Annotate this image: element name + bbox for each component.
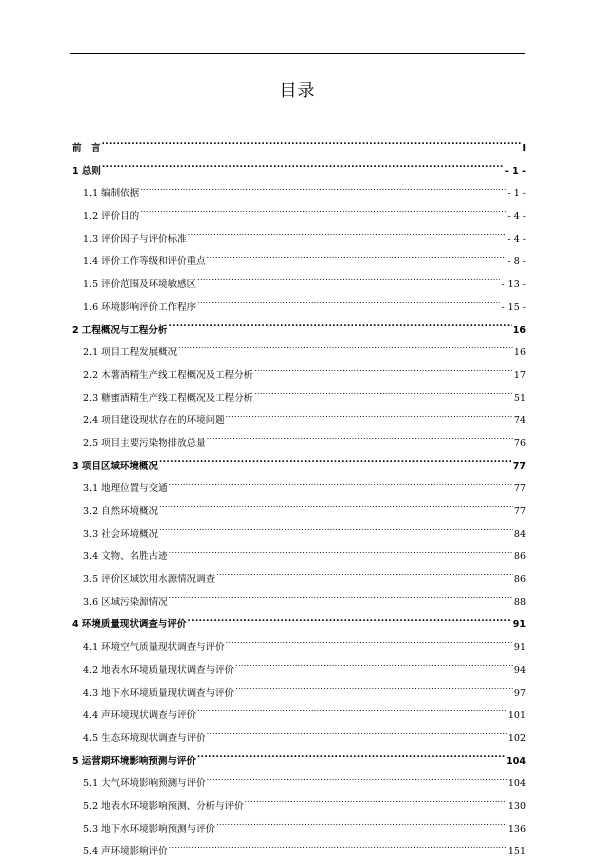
toc-page-number: - 4 - bbox=[507, 211, 526, 223]
toc-entry-label: 前 言 bbox=[72, 143, 101, 154]
toc-section-entry[interactable] bbox=[70, 819, 526, 842]
toc-dot-leader bbox=[197, 709, 507, 719]
toc-dot-leader bbox=[169, 482, 513, 492]
toc-page-number: 91 bbox=[513, 642, 526, 654]
toc-page-number: - 1 - bbox=[504, 165, 526, 177]
toc-entry-label: 3.5 评价区域饮用水源情况调查 bbox=[83, 574, 216, 586]
toc-section-entry[interactable] bbox=[70, 274, 526, 297]
toc-section-entry[interactable] bbox=[70, 524, 526, 547]
toc-page-number: 77 bbox=[513, 483, 526, 495]
toc-entry-label: 3.6 区域污染源情况 bbox=[83, 596, 168, 608]
toc-section-entry[interactable] bbox=[70, 251, 526, 274]
toc-page-number: 104 bbox=[507, 778, 526, 790]
toc-entry-label: 4.3 地下水环境质量现状调查与评价 bbox=[83, 687, 235, 699]
toc-dot-leader bbox=[159, 505, 513, 515]
toc-page-number: - 4 - bbox=[507, 233, 526, 245]
toc-section-entry[interactable] bbox=[70, 410, 526, 433]
toc-section-entry[interactable] bbox=[70, 773, 526, 796]
table-of-contents bbox=[70, 138, 526, 864]
toc-entry-label: 5.1 大气环境影响预测与评价 bbox=[83, 778, 206, 790]
toc-chapter-entry[interactable] bbox=[70, 138, 526, 161]
toc-entry-label: 4.5 生态环境现状调查与评价 bbox=[83, 732, 206, 744]
toc-entry-label: 1 总则 bbox=[72, 165, 101, 177]
toc-entry-label: 2.1 项目工程发展概况 bbox=[83, 347, 178, 359]
toc-dot-leader bbox=[207, 777, 507, 787]
toc-section-entry[interactable] bbox=[70, 297, 526, 320]
toc-page-number: 77 bbox=[512, 460, 526, 472]
toc-chapter-entry[interactable] bbox=[70, 751, 526, 774]
toc-page-number: 51 bbox=[513, 392, 526, 404]
toc-page-number: 88 bbox=[513, 596, 526, 608]
toc-dot-leader bbox=[207, 731, 507, 741]
toc-entry-label: 1.6 环境影响评价工作程序 bbox=[83, 301, 197, 313]
toc-section-entry[interactable] bbox=[70, 206, 526, 229]
toc-dot-leader bbox=[216, 573, 513, 583]
toc-section-entry[interactable] bbox=[70, 229, 526, 252]
toc-section-entry[interactable] bbox=[70, 433, 526, 456]
toc-page-number: 16 bbox=[513, 347, 526, 359]
toc-dot-leader bbox=[197, 278, 500, 288]
toc-section-entry[interactable] bbox=[70, 728, 526, 751]
toc-entry-label: 1.1 编制依据 bbox=[83, 188, 140, 200]
toc-page-number: 94 bbox=[513, 664, 526, 676]
toc-page-number: 16 bbox=[512, 324, 526, 336]
toc-dot-leader bbox=[169, 595, 513, 605]
toc-page-number: 97 bbox=[513, 687, 526, 699]
toc-dot-leader bbox=[235, 663, 513, 673]
toc-page-number: - 1 - bbox=[507, 188, 526, 200]
toc-section-entry[interactable] bbox=[70, 592, 526, 615]
toc-page-number: 84 bbox=[513, 528, 526, 540]
toc-entry-label: 4.4 声环境现状调查与评价 bbox=[83, 710, 197, 722]
toc-page-number: - 15 - bbox=[501, 301, 526, 313]
toc-dot-leader bbox=[169, 550, 513, 560]
toc-page-number: 77 bbox=[513, 506, 526, 517]
toc-entry-label: 4 环境质量现状调查与评价 bbox=[72, 619, 187, 631]
toc-section-entry[interactable] bbox=[70, 569, 526, 592]
toc-dot-leader bbox=[207, 436, 513, 446]
toc-section-entry[interactable] bbox=[70, 342, 526, 365]
toc-entry-label: 2.2 木薯酒精生产线工程概况及工程分析 bbox=[83, 369, 254, 381]
toc-dot-leader bbox=[168, 323, 511, 333]
toc-dot-leader bbox=[254, 368, 513, 378]
toc-page-number: I bbox=[522, 143, 526, 154]
toc-entry-label: 5.4 声环境影响评价 bbox=[83, 846, 168, 858]
toc-dot-leader bbox=[140, 210, 506, 220]
toc-dot-leader bbox=[216, 822, 507, 832]
toc-dot-leader bbox=[159, 459, 512, 469]
toc-entry-label: 1.3 评价因子与评价标准 bbox=[83, 233, 187, 245]
toc-entry-label: 2.4 项目建设现状存在的环境问题 bbox=[83, 415, 225, 427]
toc-chapter-entry[interactable] bbox=[70, 320, 526, 343]
toc-section-entry[interactable] bbox=[70, 796, 526, 819]
toc-dot-leader bbox=[187, 618, 511, 628]
toc-page-number: 86 bbox=[513, 551, 526, 563]
toc-entry-label: 3.1 地理位置与交通 bbox=[83, 483, 168, 495]
toc-dot-leader bbox=[102, 164, 504, 174]
toc-page-number: 104 bbox=[506, 755, 526, 767]
toc-entry-label: 5.2 地表水环境影响预测、分析与评价 bbox=[83, 800, 244, 812]
toc-entry-label: 3 项目区域环境概况 bbox=[72, 460, 158, 472]
toc-dot-leader bbox=[197, 754, 505, 764]
toc-dot-leader bbox=[159, 527, 513, 537]
toc-chapter-entry[interactable] bbox=[70, 456, 526, 479]
toc-page-number: 151 bbox=[507, 846, 526, 858]
toc-dot-leader bbox=[197, 300, 500, 310]
toc-dot-leader bbox=[169, 845, 507, 855]
toc-page-number: 76 bbox=[513, 437, 526, 449]
toc-entry-label: 5 运营期环境影响预测与评价 bbox=[72, 755, 196, 767]
toc-dot-leader bbox=[140, 187, 506, 197]
toc-dot-leader bbox=[226, 414, 513, 424]
toc-entry-label: 1.2 评价目的 bbox=[83, 211, 140, 223]
toc-page-number: 86 bbox=[513, 574, 526, 586]
toc-entry-label: 1.4 评价工作等级和评价重点 bbox=[83, 256, 206, 268]
toc-entry-label: 2.3 糖蜜酒精生产线工程概况及工程分析 bbox=[83, 392, 254, 404]
page-title: 目录 bbox=[279, 81, 316, 101]
toc-entry-label: 1.5 评价范围及环境敏感区 bbox=[83, 279, 197, 291]
toc-page-number: 102 bbox=[507, 732, 526, 744]
toc-page-number: 101 bbox=[507, 710, 526, 722]
toc-entry-label: 2.5 项目主要污染物排放总量 bbox=[83, 437, 206, 449]
header-rule bbox=[70, 53, 525, 54]
toc-dot-leader bbox=[245, 799, 507, 809]
toc-page-number: 130 bbox=[507, 800, 526, 812]
toc-dot-leader bbox=[226, 641, 513, 651]
toc-section-entry[interactable] bbox=[70, 183, 526, 206]
toc-chapter-entry[interactable] bbox=[70, 161, 526, 184]
toc-section-entry[interactable] bbox=[70, 365, 526, 388]
toc-entry-label: 4.1 环境空气质量现状调查与评价 bbox=[83, 642, 225, 654]
toc-section-entry[interactable] bbox=[70, 637, 526, 660]
toc-page-number: 91 bbox=[512, 619, 526, 631]
toc-dot-leader bbox=[254, 391, 513, 401]
toc-entry-label: 3.3 社会环境概况 bbox=[83, 528, 159, 540]
toc-chapter-entry[interactable] bbox=[70, 614, 526, 637]
toc-entry-label: 5.3 地下水环境影响预测与评价 bbox=[83, 823, 216, 835]
toc-dot-leader bbox=[235, 686, 513, 696]
toc-page-number: 74 bbox=[513, 415, 526, 427]
toc-dot-leader bbox=[102, 142, 522, 152]
toc-section-entry[interactable] bbox=[70, 660, 526, 683]
toc-section-entry[interactable] bbox=[70, 705, 526, 728]
toc-page-number: - 8 - bbox=[507, 256, 526, 268]
toc-section-entry[interactable] bbox=[70, 841, 526, 864]
toc-section-entry[interactable] bbox=[70, 501, 526, 524]
toc-page-number: 17 bbox=[513, 369, 526, 381]
toc-section-entry[interactable] bbox=[70, 546, 526, 569]
toc-entry-label: 3.4 文物、名胜古迹 bbox=[83, 551, 168, 563]
toc-section-entry[interactable] bbox=[70, 388, 526, 411]
toc-section-entry[interactable] bbox=[70, 683, 526, 706]
toc-page-number: - 13 - bbox=[501, 279, 526, 291]
toc-dot-leader bbox=[188, 232, 507, 242]
toc-dot-leader bbox=[178, 346, 513, 356]
toc-entry-label: 3.2 自然环境概况 bbox=[83, 506, 159, 517]
toc-entry-label: 2 工程概况与工程分析 bbox=[72, 324, 168, 336]
toc-entry-label: 4.2 地表水环境质量现状调查与评价 bbox=[83, 664, 235, 676]
toc-section-entry[interactable] bbox=[70, 478, 526, 501]
toc-page-number: 136 bbox=[507, 823, 526, 835]
toc-dot-leader bbox=[207, 255, 507, 265]
